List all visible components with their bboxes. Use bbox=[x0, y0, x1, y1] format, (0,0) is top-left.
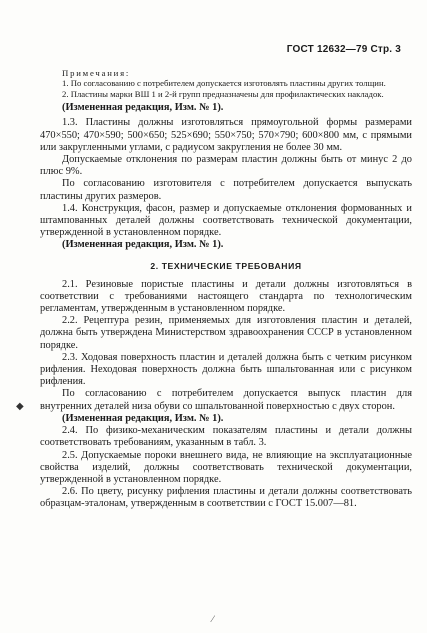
section-heading: 2. ТЕХНИЧЕСКИЕ ТРЕБОВАНИЯ bbox=[150, 260, 302, 271]
paragraph: 2.1. Резиновые пористые пластины и детали должны изготовляться в соответствии с требованиями настоящего стандарта по технологическим регламентам, утвержденным в установленном порядке. bbox=[40, 278, 412, 315]
paragraph: 2.6. По цвету, рисунку рифления пластины и детали должны соответствовать образцам-эталонам, утвержденным в соответствии с ГОСТ 15.007—81. bbox=[40, 486, 412, 510]
paragraph: 2.2. Рецептура резин, применяемых для изготовления пластин и деталей, должна быть утверждена Министерством здравоохранения СССР в установленном порядке. bbox=[40, 315, 412, 351]
note-item: 2. Пластины марки ВШ 1 и 2-й групп предназначены для профилактических накладок. bbox=[62, 88, 384, 99]
section-1-paragraphs bbox=[40, 117, 412, 239]
paragraph: 1.3. Пластины должны изготовляться прямоугольной формы размерами 470×550; 470×590; 500×650; 525×690; 550×750; 570×790; 600×800 мм, с прямыми или закругленными углами, с радиусом закругления не более 30 мм. bbox=[40, 117, 412, 153]
paragraph: 2.3. Ходовая поверхность пластин и деталей должна быть с четким рисунком рифления. Неходовая поверхность должна быть шпальтованная или с рисунком рифления. bbox=[40, 351, 412, 388]
paragraph: Допускаемые отклонения по размерам пластин должны быть от минус 2 до плюс 9%. bbox=[40, 154, 412, 178]
paragraph: По согласованию с потребителем допускается выпуск пластин для внутренних деталей низа обуви со шпальтованной поверхностью с двух сторон. bbox=[40, 388, 412, 412]
note-item: 1. По согласованию с потребителем допускается изготовлять пластины других толщин. bbox=[62, 78, 386, 89]
paragraph: 1.4. Конструкция, фасон, размер и допускаемые отклонения формованных и штампованных деталей должны соответствовать технической документации, утвержденной в установленном порядке. bbox=[40, 202, 412, 239]
page-header: ГОСТ 12632—79 Стр. 3 bbox=[286, 44, 401, 55]
paragraph: 2.4. По физико-механическим показателям пластины и детали должны соответствовать требованиям, указанным в табл. 3. bbox=[40, 425, 412, 449]
section-2-paragraphs-cont bbox=[40, 425, 412, 510]
revision-note: (Измененная редакция, Изм. № 1). bbox=[62, 102, 224, 114]
notes-block bbox=[40, 68, 412, 99]
revision-note: (Измененная редакция, Изм. № 1). bbox=[62, 412, 224, 424]
section-2-paragraphs bbox=[40, 279, 412, 413]
paragraph: По согласованию изготовителя с потребителем допускается выпускать пластины других размеров. bbox=[40, 178, 412, 202]
document-body bbox=[40, 68, 412, 511]
notes-title: Примечания: bbox=[62, 68, 131, 78]
revision-note: (Измененная редакция, Изм. № 1). bbox=[62, 239, 224, 251]
scan-mark: ⁄ bbox=[212, 614, 214, 624]
margin-mark: ◆ bbox=[16, 401, 24, 412]
paragraph: 2.5. Допускаемые пороки внешнего вида, не влияющие на эксплуатационные свойства изделий, должны соответствовать технической документации, утвержденной в установленном порядке. bbox=[40, 449, 412, 485]
